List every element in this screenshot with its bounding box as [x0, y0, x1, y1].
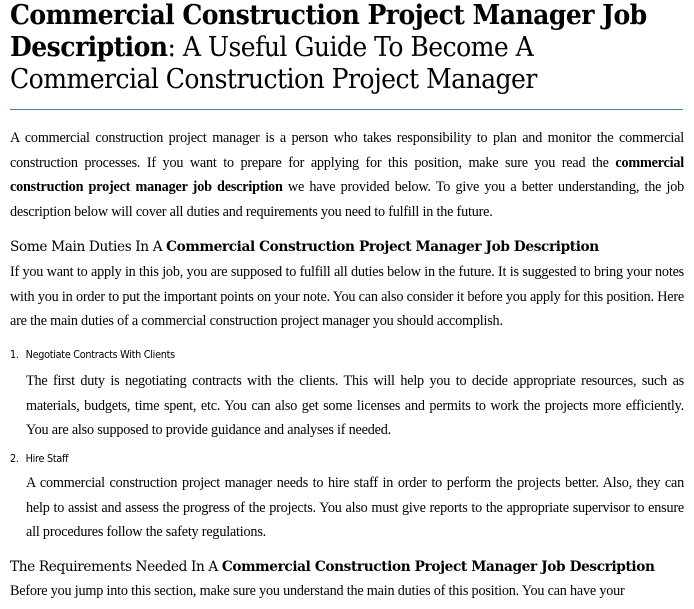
requirements-paragraph: Before you jump into this section, make sure you understand the main duties of this position. You can have your	[10, 583, 625, 599]
list-item-hire-staff	[10, 451, 684, 545]
intro-text-after: we have provided below. To give you a better understanding, the job description below will cover all duties and requirements you need to fulfill in the future.	[10, 179, 684, 220]
list-item-negotiate-contracts	[10, 347, 684, 443]
list-item-heading	[10, 347, 630, 363]
section-heading-duties	[10, 237, 599, 257]
heading-regular: Some Main Duties In A	[10, 239, 167, 255]
section-heading-requirements	[10, 557, 655, 577]
list-number: 1.	[10, 349, 19, 361]
title-divider	[10, 109, 683, 110]
intro-text-before: A commercial construction project manager is a person who takes responsibility to plan and monitor the commercial construction processes. If you want to prepare for applying for this position, make sure you read the	[10, 130, 684, 171]
title-regular-part: A Useful Guide To Become A Commercial Construction Project Manager	[10, 32, 537, 95]
list-item-title: Hire Staff	[25, 453, 69, 465]
list-item-body: The first duty is negotiating contracts with the clients. This will help you to decide appropriate resources, such as materials, budgets, time spent, etc. You can also get some licenses and permits to work the projects more efficiently. You are also supposed to provide guidance and analyses if needed.	[26, 373, 684, 439]
duties-intro-paragraph: If you want to apply in this job, you are supposed to fulfill all duties below in the future. It is suggested to bring your notes with you in order to put the important points on your note. You can also consider it before you apply for this position. Here are the main duties of a commercial construction project manager you should accomplish.	[10, 264, 684, 330]
list-item-heading	[10, 451, 630, 467]
title-bold-part: Commercial Construction Project Manager Job Description	[10, 0, 647, 63]
intro-paragraph	[10, 126, 684, 224]
list-item-title: Negotiate Contracts With Clients	[25, 349, 175, 361]
list-item-body: A commercial construction project manager needs to hire staff in order to perform the projects better. Also, they can help to assist and assess the progress of the projects. You also must give reports to the appropriate supervisor to ensure all procedures follow the safety regulations.	[26, 475, 684, 541]
heading-bold: Commercial Construction Project Manager Job Description	[221, 558, 655, 575]
heading-regular: The Requirements Needed In A	[10, 559, 222, 575]
list-number: 2.	[10, 453, 19, 465]
title-separator: :	[167, 32, 176, 63]
document-page	[10, 0, 684, 599]
page-title	[10, 0, 684, 96]
intro-keyword: commercial construction project manager job description	[10, 154, 684, 196]
heading-bold: Commercial Construction Project Manager Job Description	[166, 238, 599, 255]
